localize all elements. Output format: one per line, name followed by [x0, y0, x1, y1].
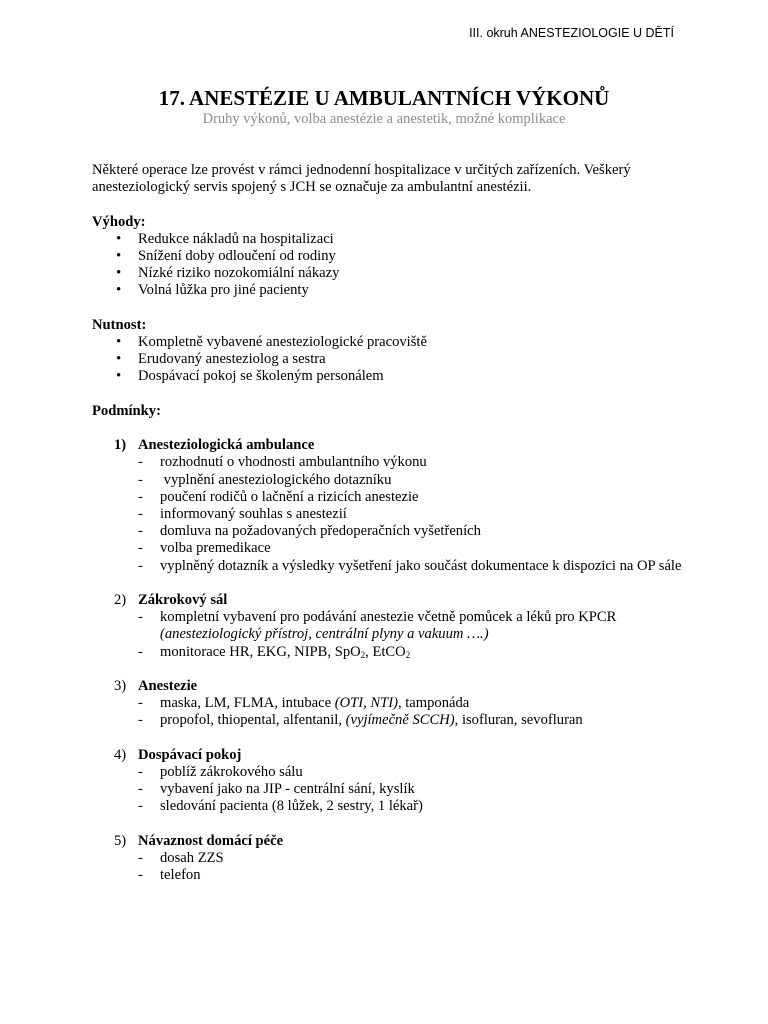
item-note: (vyjímečně SCCH) [345, 712, 455, 729]
item-text: , EtCO [365, 643, 406, 660]
zakrokovy-sal-list [92, 609, 682, 661]
section-zakrokovy-sal [92, 592, 682, 609]
list-item [160, 712, 682, 729]
anestezie-list [92, 695, 682, 729]
nutnost-heading: Nutnost: [92, 316, 147, 333]
item-text: monitorace HR, EKG, NIPB, SpO [160, 643, 361, 660]
item-text: kompletní vybavení pro podávání anestezie včetně pomůcek a léků pro KPCR [160, 609, 617, 626]
section-number: 2) [114, 592, 127, 608]
list-item: • Dospávací pokoj se školeným personálem [138, 368, 682, 385]
subscript: 2 [360, 649, 366, 660]
list-item: - vybavení jako na JIP - centrální sání, kyslík [160, 781, 682, 798]
item-text: , tamponáda [397, 695, 470, 712]
section-anesteziologicka-ambulance [92, 437, 682, 454]
subscript: 2 [405, 649, 411, 660]
list-item [160, 695, 682, 712]
list-item: • Erudovaný anesteziolog a sestra [138, 351, 682, 368]
section-label: Dospávací pokoj [138, 746, 242, 763]
domaci-pece-list [92, 850, 682, 884]
section-label: Anesteziologická ambulance [138, 437, 315, 454]
list-item: - rozhodnutí o vhodnosti ambulantního výkonu [160, 454, 682, 471]
section-anestezie [92, 678, 682, 695]
vyhody-heading: Výhody: [92, 213, 146, 230]
section-dospavaci-pokoj [92, 747, 682, 764]
list-item: - informovaný souhlas s anestezií [160, 506, 682, 523]
page-header: III. okruh ANESTEZIOLOGIE U DĚTÍ [469, 26, 674, 40]
item-note: (OTI, NTI) [334, 695, 398, 712]
section-navaznost-domaci-pece [92, 833, 682, 850]
section-label: Anestezie [138, 678, 198, 694]
list-item: - volba premedikace [160, 540, 682, 557]
list-item: - telefon [160, 867, 682, 884]
list-item: - domluva na požadovaných předoperačních vyšetřeních [160, 523, 682, 540]
section-number: 4) [114, 746, 127, 763]
list-item: - poučení rodičů o lačnění a rizicích anestezie [160, 489, 682, 506]
list-item: • Volná lůžka pro jiné pacienty [138, 282, 682, 299]
list-item: • Redukce nákladů na hospitalizaci [138, 231, 682, 248]
list-item: • Kompletně vybavené anesteziologické pracoviště [138, 334, 682, 351]
section-number: 3) [114, 678, 127, 694]
section-label: Zákrokový sál [138, 592, 228, 608]
item-text: maska, LM, FLMA, intubace [160, 695, 335, 712]
ambulance-list [92, 454, 682, 574]
list-item: - poblíž zákrokového sálu [160, 764, 682, 781]
list-item: - sledování pacienta (8 lůžek, 2 sestry, 1 lékař) [160, 798, 682, 815]
item-text: , isofluran, sevofluran [454, 712, 583, 729]
podminky-heading: Podmínky: [92, 402, 161, 419]
section-number: 1) [114, 437, 127, 454]
list-item: • Snížení doby odloučení od rodiny [138, 248, 682, 265]
list-item: - vyplněný dotazník a výsledky vyšetření jako součást dokumentace k dispozici na OP sále [160, 558, 682, 575]
section-number: 5) [114, 832, 127, 849]
nutnost-list [92, 334, 682, 386]
page-subtitle: Druhy výkonů, volba anestézie a anestetik, možné komplikace [202, 111, 566, 127]
dospavaci-pokoj-list [92, 764, 682, 816]
intro-paragraph: Některé operace lze provést v rámci jednodenní hospitalizace v určitých zařízeních. Veškerý anesteziologický servis spojený s JCH se označuje za ambulantní anestézii. [92, 162, 631, 196]
list-item: - dosah ZZS [160, 850, 682, 867]
section-label: Návaznost domácí péče [138, 832, 284, 849]
list-item: - vyplnění anesteziologického dotazníku [160, 472, 682, 489]
list-item [160, 609, 682, 643]
item-note: (anesteziologický přístroj, centrální plyny a vakuum ….) [160, 626, 489, 643]
page-title: 17. ANESTÉZIE U AMBULANTNÍCH VÝKONŮ [158, 86, 610, 110]
vyhody-list [92, 231, 682, 300]
list-item: • Nízké riziko nozokomiální nákazy [138, 265, 682, 282]
list-item [160, 644, 682, 661]
document-body [92, 162, 682, 884]
item-text: propofol, thiopental, alfentanil, [160, 712, 346, 729]
